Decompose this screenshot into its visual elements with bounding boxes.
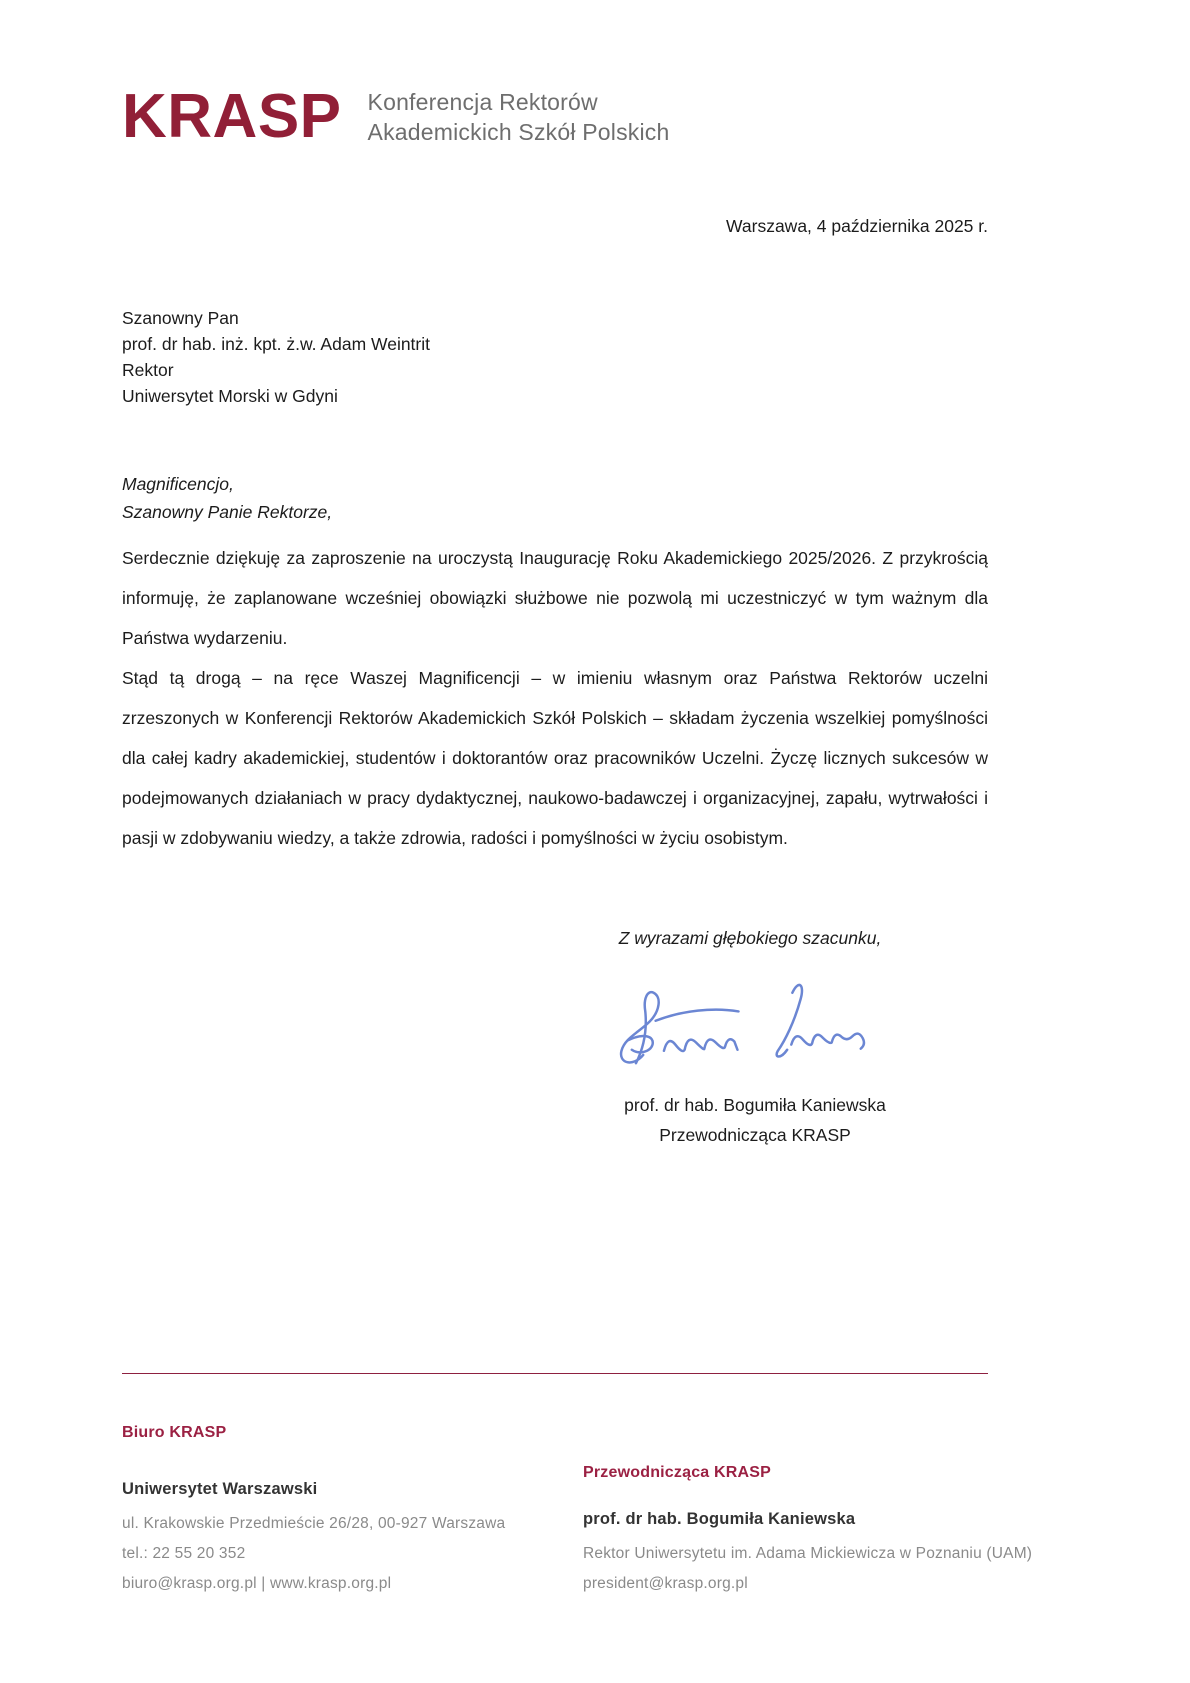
- recipient-line: prof. dr hab. inż. kpt. ż.w. Adam Weintrit: [122, 334, 431, 354]
- salutation-line1: Magnificencjo,: [122, 474, 234, 494]
- footer-office-address: ul. Krakowskie Przedmieście 26/28, 00-927 Warszawa: [122, 1515, 506, 1532]
- logo-name-line2: Akademickich Szkół Polskich: [367, 119, 670, 145]
- footer-president-role: Rektor Uniwersytetu im. Adama Mickiewicza w Poznaniu (UAM): [583, 1545, 1033, 1562]
- krasp-logo: KRASP: [122, 82, 342, 151]
- footer-president-email: president@krasp.org.pl: [583, 1575, 748, 1592]
- letter-body: [122, 538, 988, 858]
- letterhead: [122, 82, 670, 151]
- salutation: [122, 470, 332, 526]
- recipient-line: Szanowny Pan: [122, 308, 239, 328]
- footer-office-column: [122, 1424, 552, 1599]
- salutation-line2: Szanowny Panie Rektorze,: [122, 502, 333, 522]
- footer-president-name: prof. dr hab. Bogumiła Kaniewska: [583, 1510, 856, 1528]
- footer-office-heading: Biuro KRASP: [122, 1424, 227, 1441]
- krasp-logo-fullname: [368, 87, 670, 147]
- body-paragraph-2: Stąd tą drogą – na ręce Waszej Magnificencji – w imieniu własnym oraz Państwa Rektorów uczelni zrzeszonych w Konferencji Rektorów Akademickich Szkół Polskich – składam życzenia wszelkiej pomyślności dla całej kadry akademickiej, studentów i doktorantów oraz pracowników Uczelni. Życzę licznych sukcesów w podejmowanych działaniach w pracy dydaktycznej, naukowo-badawczej i organizacyjnej, zapału, wytrwałości i pasji w zdobywaniu wiedzy, a także zdrowia, radości i pomyślności w życiu osobistym.: [122, 668, 988, 848]
- footer-office-phone: tel.: 22 55 20 352: [122, 1545, 246, 1562]
- recipient-line: Uniwersytet Morski w Gdyni: [122, 386, 338, 406]
- recipient-line: Rektor: [122, 360, 174, 380]
- signer-name: prof. dr hab. Bogumiła Kaniewska: [624, 1095, 886, 1115]
- footer-divider: [122, 1373, 988, 1374]
- recipient-block: [122, 305, 430, 409]
- dateline: Warszawa, 4 października 2025 r.: [726, 216, 988, 236]
- logo-name-line1: Konferencja Rektorów: [367, 89, 598, 115]
- footer-office-org: Uniwersytet Warszawski: [122, 1480, 318, 1498]
- handwritten-signature-icon: [608, 972, 898, 1084]
- signer-block: [485, 1090, 1025, 1150]
- footer-president-column: [583, 1464, 1063, 1599]
- valediction: Z wyrazami głębokiego szacunku,: [618, 928, 882, 948]
- footer-president-heading: Przewodnicząca KRASP: [583, 1464, 772, 1481]
- body-paragraph-1: Serdecznie dziękuję za zaproszenie na uroczystą Inaugurację Roku Akademickiego 2025/2026. Z przykrością informuję, że zaplanowane wcześniej obowiązki służbowe nie pozwolą mi uczestniczyć w tym ważnym dla Państwa wydarzeniu.: [122, 548, 988, 648]
- footer-office-email-web: biuro@krasp.org.pl | www.krasp.org.pl: [122, 1575, 392, 1592]
- signer-title: Przewodnicząca KRASP: [659, 1125, 851, 1145]
